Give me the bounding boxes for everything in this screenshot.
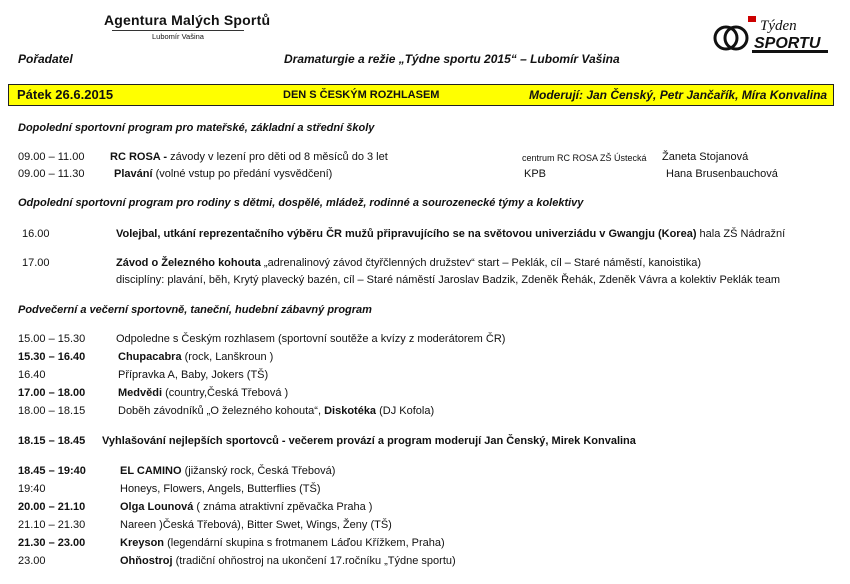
day-banner — [8, 84, 834, 106]
program-title: RC ROSA - — [110, 151, 168, 163]
agency-name: Agentura Malých Sportů — [104, 12, 271, 28]
evening-row-program: Přípravka A, Baby, Jokers (TŠ) — [118, 369, 269, 381]
program-title: Volejbal, utkání reprezentačního výběru ČR mužů připravujícího se na světovou univerziádu v Gwangju (Korea) — [116, 228, 697, 240]
night-row-time: 21.30 – 23.00 — [18, 537, 86, 549]
afternoon-row-detail: disciplíny: plavání, běh, Krytý plavecký bazén, cíl – Staré náměstí Jaroslav Badzik, Zdeněk Řehák, Zdeněk Vávra a kolektiv Peklák team — [116, 274, 780, 286]
night-row-program — [120, 555, 456, 567]
program-place: hala ZŠ Nádražní — [696, 228, 786, 240]
organizer-label: Pořadatel — [18, 52, 73, 66]
tyden-sportu-logo-icon — [712, 14, 832, 58]
afternoon-row-program — [116, 228, 785, 240]
section-afternoon-title: Odpolední sportovní program pro rodiny s dětmi, dospělé, mládež, rodinné a sourozenecké týmy a kolektivy — [18, 197, 584, 209]
night-row-program: Honeys, Flowers, Angels, Butterflies (TŠ) — [120, 483, 321, 495]
evening-row-time: 18.00 – 18.15 — [18, 405, 86, 417]
program-title: Plavání — [114, 168, 153, 180]
night-row-time: 20.00 – 21.10 — [18, 501, 86, 513]
program-title: Diskotéka — [324, 405, 377, 417]
program-title: Kreyson — [120, 537, 165, 549]
logo-word-2: SPORTU — [754, 35, 821, 52]
evening-row-program: Odpoledne s Českým rozhlasem (sportovní soutěže a kvízy z moderátorem ČR) — [116, 333, 506, 345]
section-morning-title: Dopolední sportovní program pro mateřské, základní a střední školy — [18, 122, 375, 134]
afternoon-row-time: 17.00 — [22, 257, 50, 269]
night-row-time: 18.45 – 19:40 — [18, 465, 86, 477]
night-row-time: 19:40 — [18, 483, 46, 495]
agency-owner: Lubomír Vašina — [152, 32, 204, 41]
program-desc: (volné vstup po předání vysvědčení) — [152, 168, 333, 180]
section-evening-title: Podvečerní a večerní sportovně, taneční, hudební zábavný program — [18, 304, 372, 316]
night-row-program — [120, 501, 372, 513]
banner-date: Pátek 26.6.2015 — [17, 87, 114, 102]
evening-row-program — [118, 405, 434, 417]
agency-logo — [104, 12, 271, 41]
program-title: Medvědi — [118, 387, 163, 399]
program-desc: ( známa atraktivní zpěvačka Praha ) — [193, 501, 373, 513]
night-row-program: Nareen )Česká Třebová), Bitter Swet, Wings, Ženy (TŠ) — [120, 519, 392, 531]
program-desc: (jižanský rock, Česká Třebová) — [181, 465, 336, 477]
program-title: EL CAMINO — [120, 465, 182, 477]
program-desc: Doběh závodníků „O železného kohouta“, — [118, 405, 325, 417]
morning-row-person: Žaneta Stojanová — [662, 151, 749, 163]
night-row-time: 21.10 – 21.30 — [18, 519, 86, 531]
agency-divider — [112, 30, 244, 31]
awards-time: 18.15 – 18.45 — [18, 435, 86, 447]
morning-row-time: 09.00 – 11.00 — [18, 151, 85, 163]
tyden-sportu-logo — [712, 14, 832, 58]
dramaturgy-label: Dramaturgie a režie „Týdne sportu 2015“ – Lubomír Vašina — [284, 52, 620, 66]
program-desc: „adrenalinový závod čtyřčlenných družstev“ start – Peklák, cíl – Staré náměstí, kanoistika) — [260, 257, 702, 269]
program-title: Chupacabra — [118, 351, 182, 363]
night-row-program — [120, 537, 445, 549]
program-desc: (legendární skupina s frotmanem Láďou Křížkem, Praha) — [164, 537, 445, 549]
program-desc-2: (DJ Kofola) — [376, 405, 435, 417]
banner-moderators: Moderují: Jan Čenský, Petr Jančařík, Míra Konvalina — [529, 88, 828, 102]
night-row-time: 23.00 — [18, 555, 46, 567]
morning-row-place: centrum RC ROSA ZŠ Ústecká — [522, 153, 647, 163]
morning-row-time: 09.00 – 11.30 — [18, 168, 85, 180]
evening-row-program — [118, 387, 288, 399]
program-desc: (rock, Lanškroun ) — [181, 351, 274, 363]
banner-theme: DEN S ČESKÝM ROZHLASEM — [283, 89, 440, 101]
morning-row-place: KPB — [524, 168, 547, 180]
evening-row-time: 15.30 – 16.40 — [18, 351, 86, 363]
logo-word-1: Týden — [760, 18, 797, 34]
morning-row-person: Hana Brusenbauchová — [666, 168, 778, 180]
evening-row-time: 15.00 – 15.30 — [18, 333, 86, 345]
program-title: Ohňostroj — [120, 555, 173, 567]
program-desc: závody v lezení pro děti od 8 měsíců do 3 let — [167, 151, 388, 163]
evening-row-program — [118, 351, 273, 363]
program-desc: (tradiční ohňostroj na ukončení 17.ročníku „Týdne sportu) — [172, 555, 456, 567]
program-desc: (country,Česká Třebová ) — [162, 387, 289, 399]
night-row-program — [120, 465, 335, 477]
morning-row-program — [114, 168, 332, 180]
afternoon-row-time: 16.00 — [22, 228, 50, 240]
evening-row-time: 17.00 – 18.00 — [18, 387, 86, 399]
program-title: Závod o Železného kohouta — [116, 257, 261, 269]
afternoon-row-program — [116, 257, 701, 269]
awards-text: Vyhlašování nejlepších sportovců - večerem provází a program moderují Jan Čenský, Mirek Konvalina — [102, 435, 636, 447]
morning-row-program — [110, 151, 388, 163]
evening-row-time: 16.40 — [18, 369, 46, 381]
program-title: Olga Lounová — [120, 501, 194, 513]
